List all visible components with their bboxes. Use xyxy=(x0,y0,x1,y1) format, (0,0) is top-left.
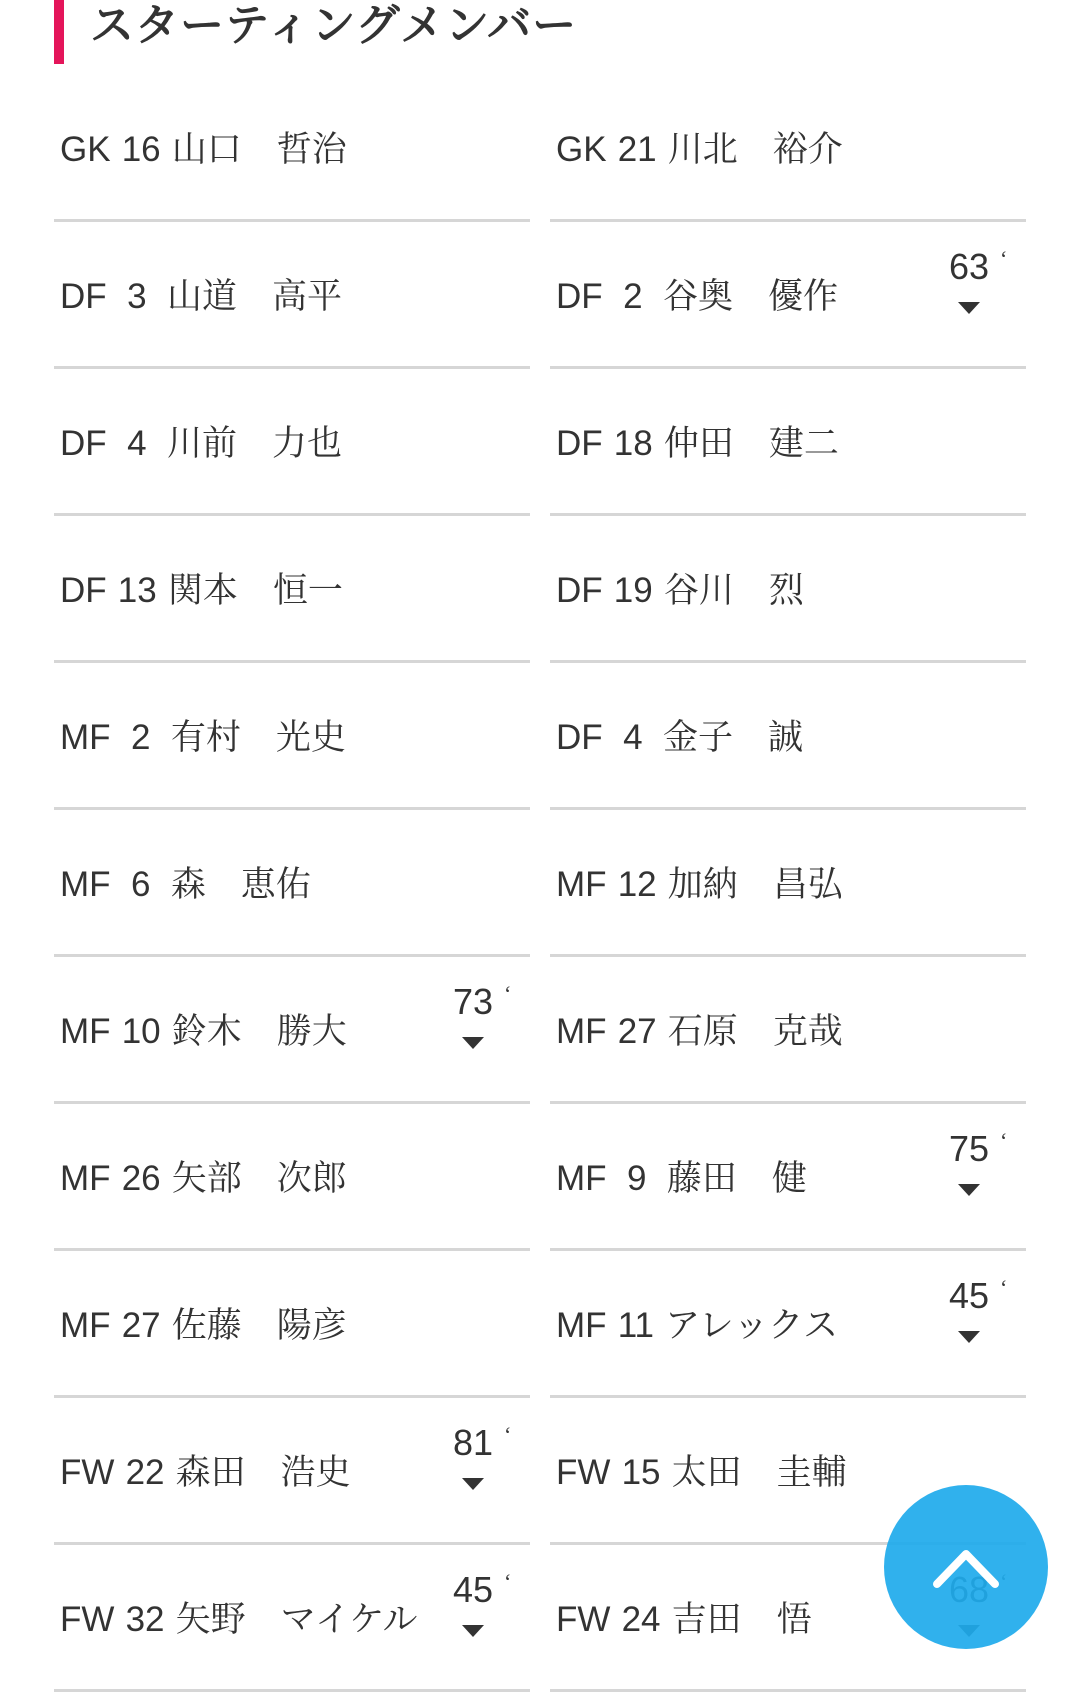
player-position: FW xyxy=(556,1453,611,1492)
player-row xyxy=(550,810,1026,957)
player-entry xyxy=(556,857,843,907)
player-entry xyxy=(556,563,804,613)
player-position: MF xyxy=(556,1306,607,1345)
player-entry xyxy=(60,1592,418,1642)
player-entry xyxy=(556,1298,838,1348)
player-row xyxy=(54,1545,530,1692)
substitution-marker xyxy=(450,1569,510,1639)
substitution-minute: 45 xyxy=(948,1275,990,1316)
player-row xyxy=(54,1251,530,1398)
substitution-minute: 75 xyxy=(948,1128,990,1169)
player-number: 15 xyxy=(621,1453,661,1492)
player-entry xyxy=(556,122,843,172)
player-position: MF xyxy=(556,1159,607,1198)
minute-mark: ‘ xyxy=(1000,1128,1008,1153)
player-number: 27 xyxy=(617,1012,657,1051)
section-title: スターティングメンバー xyxy=(90,0,578,51)
player-position: DF xyxy=(60,571,107,610)
player-entry xyxy=(60,710,346,760)
player-name: 森田 浩史 xyxy=(175,1453,351,1493)
substitution-out-arrow-icon xyxy=(958,302,980,314)
player-row xyxy=(54,516,530,663)
player-number: 10 xyxy=(121,1012,161,1051)
player-position: MF xyxy=(60,718,111,757)
player-number: 19 xyxy=(613,571,653,610)
player-number: 22 xyxy=(125,1453,165,1492)
player-position: MF xyxy=(60,1159,111,1198)
player-entry xyxy=(556,1445,847,1495)
player-name: 矢部 次郎 xyxy=(171,1159,347,1199)
player-number: 2 xyxy=(623,277,643,316)
player-position: GK xyxy=(556,130,607,169)
minute-mark: ‘ xyxy=(504,1569,512,1594)
player-entry xyxy=(60,416,342,466)
player-number: 4 xyxy=(127,424,147,463)
player-entry xyxy=(556,269,838,319)
player-position: DF xyxy=(556,277,603,316)
substitution-marker xyxy=(450,981,510,1051)
player-position: DF xyxy=(60,277,107,316)
player-name: 谷奥 優作 xyxy=(662,277,838,317)
player-name: アレックス xyxy=(665,1306,839,1346)
player-row xyxy=(550,1251,1026,1398)
player-number: 27 xyxy=(121,1306,161,1345)
substitution-minute: 63 xyxy=(948,246,990,287)
player-name: 仲田 建二 xyxy=(663,424,839,464)
player-position: MF xyxy=(60,1012,111,1051)
substitution-minute: 45 xyxy=(452,1569,494,1610)
player-position: DF xyxy=(60,424,107,463)
player-number: 24 xyxy=(621,1600,661,1639)
player-number: 11 xyxy=(617,1306,655,1345)
player-row xyxy=(550,663,1026,810)
player-number: 6 xyxy=(130,865,151,904)
player-name: 山道 高平 xyxy=(166,277,342,317)
player-number: 26 xyxy=(121,1159,161,1198)
player-position: DF xyxy=(556,571,603,610)
chevron-up-icon xyxy=(931,1542,1001,1592)
minute-mark: ‘ xyxy=(1000,1275,1008,1300)
player-name: 川前 力也 xyxy=(166,424,342,464)
player-position: DF xyxy=(556,718,603,757)
substitution-minute: 81 xyxy=(452,1422,494,1463)
player-number: 21 xyxy=(617,130,657,169)
player-entry xyxy=(556,1004,843,1054)
player-number: 32 xyxy=(125,1600,165,1639)
minute-mark: ‘ xyxy=(1000,246,1008,271)
substitution-out-arrow-icon xyxy=(958,1184,980,1196)
player-name: 加納 昌弘 xyxy=(667,865,843,905)
player-name: 川北 裕介 xyxy=(667,130,843,170)
player-row xyxy=(54,957,530,1104)
player-row xyxy=(54,810,530,957)
player-row xyxy=(550,369,1026,516)
player-position: MF xyxy=(60,865,111,904)
player-row xyxy=(54,369,530,516)
substitution-out-arrow-icon xyxy=(462,1037,484,1049)
accent-bar xyxy=(54,0,64,64)
player-row xyxy=(54,222,530,369)
player-entry xyxy=(556,1592,812,1642)
player-entry xyxy=(60,122,347,172)
substitution-minute: 73 xyxy=(452,981,494,1022)
player-number: 3 xyxy=(127,277,147,316)
player-row xyxy=(54,663,530,810)
player-number: 12 xyxy=(617,865,657,904)
minute-mark: ‘ xyxy=(504,1422,512,1447)
scroll-to-top-button[interactable] xyxy=(884,1485,1048,1649)
player-row xyxy=(54,1398,530,1545)
player-entry xyxy=(60,1445,351,1495)
player-name: 石原 克哉 xyxy=(667,1012,843,1052)
player-name: 谷川 烈 xyxy=(663,571,804,611)
player-row xyxy=(550,222,1026,369)
player-entry xyxy=(556,1151,807,1201)
player-number: 9 xyxy=(626,1159,647,1198)
player-position: MF xyxy=(556,1012,607,1051)
player-name: 森 恵佑 xyxy=(170,865,311,905)
substitution-marker xyxy=(946,246,1006,316)
player-number: 4 xyxy=(623,718,643,757)
player-row xyxy=(54,1104,530,1251)
player-position: GK xyxy=(60,130,111,169)
player-row xyxy=(550,75,1026,222)
substitution-marker xyxy=(946,1275,1006,1345)
player-number: 13 xyxy=(117,571,157,610)
substitution-out-arrow-icon xyxy=(958,1331,980,1343)
player-name: 太田 圭輔 xyxy=(671,1453,847,1493)
player-name: 関本 恒一 xyxy=(167,571,343,611)
player-row xyxy=(550,957,1026,1104)
player-entry xyxy=(60,563,343,613)
player-name: 山口 哲治 xyxy=(171,130,347,170)
player-name: 佐藤 陽彦 xyxy=(171,1306,347,1346)
player-entry xyxy=(60,1151,347,1201)
player-entry xyxy=(556,710,803,760)
player-position: FW xyxy=(60,1600,115,1639)
player-name: 鈴木 勝大 xyxy=(171,1012,347,1052)
player-number: 2 xyxy=(130,718,151,757)
player-row xyxy=(550,1104,1026,1251)
player-position: FW xyxy=(556,1600,611,1639)
player-entry xyxy=(60,1004,347,1054)
player-entry xyxy=(60,857,311,907)
player-name: 藤田 健 xyxy=(666,1159,807,1199)
player-name: 矢野 マイケル xyxy=(175,1600,418,1640)
substitution-out-arrow-icon xyxy=(462,1625,484,1637)
section-header xyxy=(54,0,577,64)
substitution-marker xyxy=(946,1128,1006,1198)
player-name: 有村 光史 xyxy=(170,718,346,758)
player-number: 18 xyxy=(613,424,653,463)
player-number: 16 xyxy=(121,130,161,169)
player-name: 金子 誠 xyxy=(662,718,803,758)
player-position: FW xyxy=(60,1453,115,1492)
player-position: MF xyxy=(556,865,607,904)
player-entry xyxy=(60,269,342,319)
player-entry xyxy=(556,416,839,466)
player-name: 吉田 悟 xyxy=(671,1600,812,1640)
substitution-marker xyxy=(450,1422,510,1492)
player-position: DF xyxy=(556,424,603,463)
player-entry xyxy=(60,1298,347,1348)
substitution-out-arrow-icon xyxy=(462,1478,484,1490)
starting-lineup-grid xyxy=(54,75,1026,1692)
player-position: MF xyxy=(60,1306,111,1345)
player-row xyxy=(550,516,1026,663)
player-row xyxy=(54,75,530,222)
minute-mark: ‘ xyxy=(504,981,512,1006)
